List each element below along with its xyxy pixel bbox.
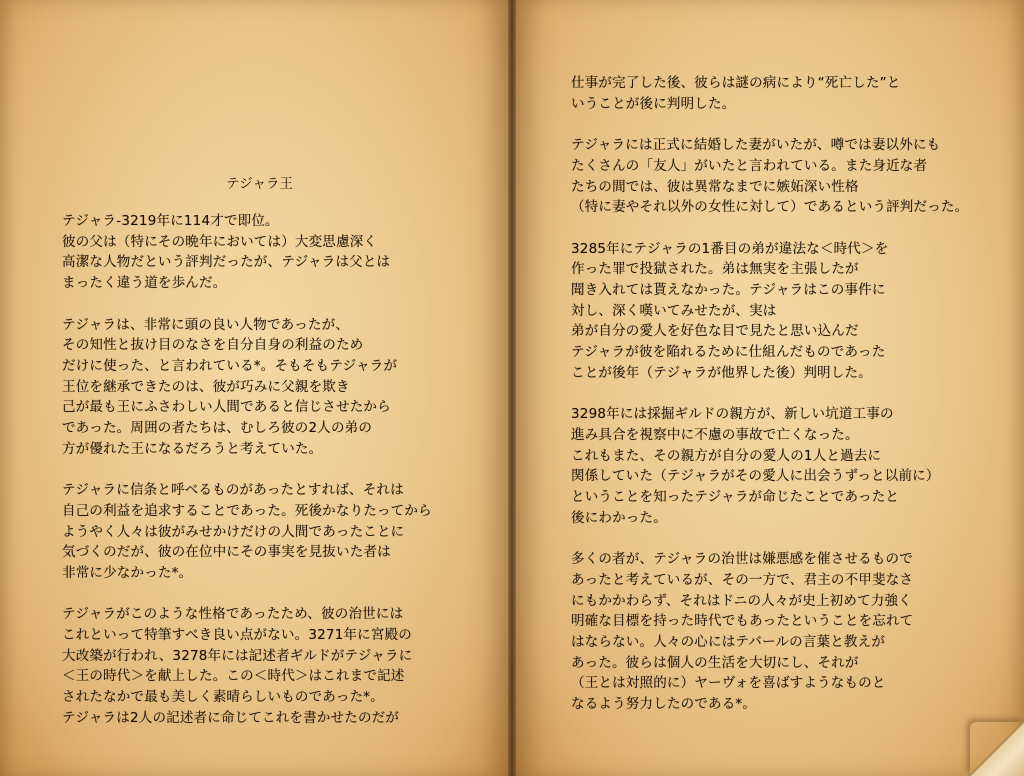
- text-line: 弟が自分の愛人を好色な目で見たと思い込んだ: [571, 323, 859, 340]
- text-line: 王位を継承できたのは、彼が巧みに父親を欺き: [62, 378, 350, 395]
- text-line: 己が最も王にふさわしい人間であると信じさせたから: [62, 399, 391, 416]
- paragraph: [62, 315, 432, 460]
- text-line: 進み具合を視察中に不慮の事故で亡くなった。: [571, 426, 859, 443]
- text-line: なるよう努力したのである*。: [571, 696, 757, 713]
- text-line: 後にわかった。: [571, 509, 667, 526]
- text-line: ＜王の時代＞を献上した。この＜時代＞はこれまで記述: [62, 668, 405, 685]
- chapter-title: テジャラ王: [226, 176, 293, 192]
- text-line: 非常に少なかった*。: [62, 564, 193, 581]
- text-line: いうことが後に判明した。: [571, 95, 736, 112]
- right-page-text: [571, 73, 968, 715]
- text-line: テジャラは、非常に頭の良い人物であったが、: [62, 316, 350, 333]
- text-line: 大改築が行われ、3278年には記述者ギルドがテジャラに: [62, 647, 413, 664]
- text-line: 聞き入れては貰えなかった。テジャラはこの事件に: [571, 282, 886, 298]
- text-line: 高潔な人物だという評判だったが、テジャラは父とは: [62, 254, 391, 271]
- text-line: 方が優れた王になるだろうと考えていた。: [62, 440, 323, 457]
- text-line: だけに使った、と言われている*。そもそもテジャラが: [62, 357, 398, 374]
- text-line: にもかかわらず、それはドニの人々が史上初めて力強く: [571, 592, 912, 609]
- paragraph: [62, 480, 432, 584]
- text-line: （王とは対照的に）ヤーヴォを喜ばすようなものと: [571, 675, 886, 692]
- text-line: テジャラには正式に結婚した妻がいたが、噂では妻以外にも: [571, 137, 941, 154]
- text-line: これといって特筆すべき良い点がない。3271年に宮殿の: [62, 627, 412, 644]
- text-line: 彼の父は（特にその晩年においては）大変思慮深く: [62, 233, 378, 250]
- paragraph: [571, 404, 968, 528]
- text-line: 対し、深く嘆いてみせたが、実は: [571, 302, 777, 319]
- text-line: ようやく人々は彼がみせかけだけの人間であったことに: [62, 523, 405, 540]
- text-line: たくさんの「友人」がいたと言われている。また身近な者: [571, 157, 928, 174]
- text-line: まったく違う道を歩んだ。: [62, 275, 227, 292]
- text-line: テジャラ-3219年に114才で即位。: [62, 213, 279, 229]
- paragraph: [571, 239, 968, 384]
- text-line: 3285年にテジャラの1番目の弟が違法な＜時代＞を: [571, 240, 889, 257]
- text-line: 明確な目標を持った時代でもあったということを忘れて: [571, 613, 914, 630]
- paragraph: [571, 549, 968, 715]
- text-line: テジャラに信条と呼べるものがあったとすれば、それは: [62, 482, 404, 499]
- text-line: テジャラがこのような性格であったため、彼の治世には: [62, 606, 404, 623]
- right-page: [512, 0, 1024, 776]
- text-line: 仕事が完了した後、彼らは謎の病により“死亡した”と: [571, 75, 901, 91]
- page-curl-corner[interactable]: [970, 722, 1024, 776]
- text-line: であった。周囲の者たちは、むしろ彼の2人の弟の: [62, 420, 373, 437]
- text-line: されたなかで最も美しく素晴らしいものであった*。: [62, 689, 384, 706]
- left-page-text: [62, 211, 432, 729]
- text-line: 多くの者が、テジャラの治世は嫌悪感を催させるもので: [571, 551, 913, 568]
- text-line: 作った罪で投獄された。弟は無実を主張したが: [571, 261, 859, 278]
- text-line: あったと考えているが、その一方で、君主の不甲斐なさ: [571, 571, 914, 588]
- text-line: （特に妻やそれ以外の女性に対して）であるという評判だった。: [571, 199, 969, 216]
- book-spine: [508, 0, 516, 776]
- text-line: その知性と抜け目のなさを自分自身の利益のため: [62, 337, 364, 354]
- text-line: ことが後年（テジャラが他界した後）判明した。: [571, 364, 872, 381]
- text-line: ということを知ったテジャラが命じたことであったと: [571, 489, 900, 506]
- text-line: 関係していた（テジャラがその愛人に出会うずっと以前に）: [571, 468, 940, 485]
- text-line: あった。彼らは個人の生活を大切にし、それが: [571, 654, 859, 671]
- text-line: これもまた、その親方が自分の愛人の1人と過去に: [571, 447, 882, 464]
- paragraph: [571, 135, 968, 218]
- text-line: テジャラが彼を陥れるために仕組んだものであった: [571, 344, 886, 361]
- text-line: はならない。人々の心にはテバールの言葉と教えが: [571, 633, 886, 650]
- text-line: たちの間では、彼は異常なまでに嫉妬深い性格: [571, 178, 859, 195]
- text-line: 気づくのだが、彼の在位中にその事実を見抜いた者は: [62, 544, 391, 561]
- text-line: 3298年には採掘ギルドの親方が、新しい坑道工事の: [571, 406, 894, 423]
- paragraph: [571, 73, 968, 114]
- text-line: テジャラは2人の記述者に命じてこれを書かせたのだが: [62, 709, 400, 726]
- paragraph: [62, 211, 432, 294]
- text-line: 自己の利益を追求することであった。死後かなりたってから: [62, 502, 432, 519]
- paragraph: [62, 604, 432, 728]
